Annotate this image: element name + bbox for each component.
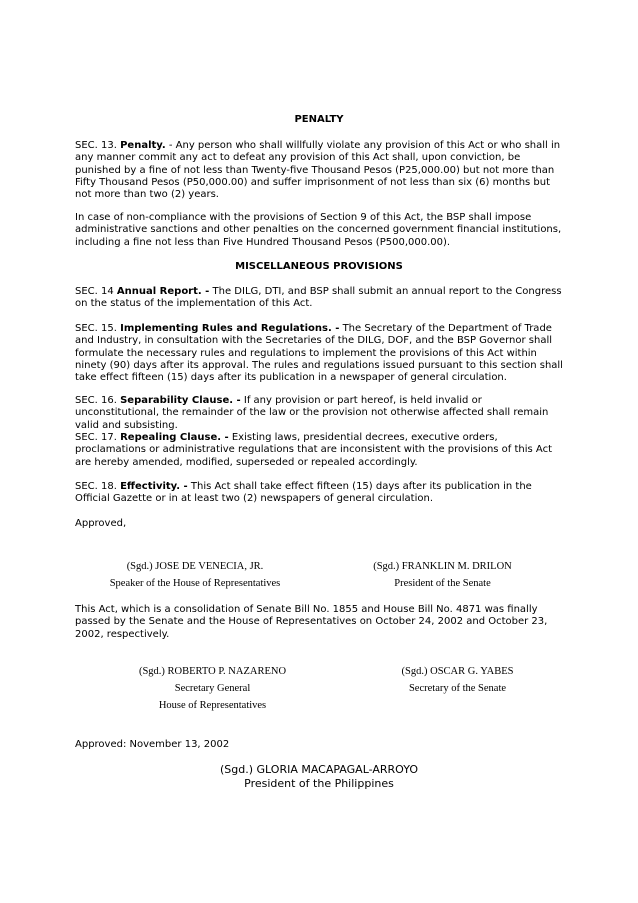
section-16-prefix: SEC. 16. (75, 395, 121, 406)
senate-president-name: (Sgd.) FRANKLIN M. DRILON (373, 561, 512, 572)
secretary-general-name: (Sgd.) ROBERTO P. NAZARENO (138, 666, 287, 677)
section-16-paragraph (75, 395, 567, 432)
speaker-title: Speaker of the House of Representatives (109, 578, 281, 589)
section-15-prefix: SEC. 15. (75, 323, 121, 334)
speaker-name: (Sgd.) JOSE DE VENECIA, JR. (126, 561, 264, 572)
signature-block-president (0, 763, 638, 791)
approved-date: Approved: November 13, 2002 (75, 739, 230, 750)
signature-block-senate-secretary (375, 663, 540, 697)
approved-label: Approved, (75, 518, 127, 529)
signature-block-secretary-general (110, 663, 315, 714)
senate-president-title: President of the Senate (394, 578, 491, 589)
section-18-body: This Act shall take effect fifteen (15) days after its publication in the Official Gazette or in at least two (2) newspapers of general circulation. (75, 481, 532, 505)
secretary-general-office: House of Representatives (158, 700, 267, 711)
section-14-paragraph (75, 286, 567, 311)
section-17-paragraph (75, 432, 567, 469)
section-18-paragraph (75, 481, 567, 506)
president-title: President of the Philippines (244, 777, 394, 790)
section-13-body: - Any person who shall willfully violate any provision of this Act or who shall in any manner commit any act to defeat any provision of this Act shall, upon conviction, be punished by a fine of not less than Twenty-five Thousand Pesos (P25,000.00) but not more than Fifty Thousand Pesos (P50,000.00) and suffer imprisonment of not less than six (6) months but not more than two (2) years. (75, 140, 561, 201)
section-13-title: Penalty. (120, 140, 166, 151)
section-13-prefix: SEC. 13. (75, 140, 121, 151)
section-14-body: The DILG, DTI, and BSP shall submit an annual report to the Congress on the status of the implementation of this Act. (75, 286, 562, 310)
section-17-body: Existing laws, presidential decrees, executive orders, proclamations or administrative regulations that are inconsistent with the provisions of this Act are hereby amended, modified, superseded or repealed accordingly. (75, 432, 553, 468)
section-18-title: Effectivity. - (120, 481, 188, 492)
section-17-prefix: SEC. 17. (75, 432, 121, 443)
section-13-paragraph (75, 140, 567, 201)
noncompliance-paragraph: In case of non-compliance with the provisions of Section 9 of this Act, the BSP shall impose administrative sanctions and other penalties on the concerned government financial institutions, including a fine not less than Five Hundred Thousand Pesos (P500,000.00). (75, 212, 562, 248)
consolidation-paragraph: This Act, which is a consolidation of Senate Bill No. 1855 and House Bill No. 4871 was finally passed by the Senate and the House of Representatives on October 24, 2002 and October 23, 2002, respectively. (75, 604, 548, 640)
senate-secretary-name: (Sgd.) OSCAR G. YABES (401, 666, 514, 677)
senate-secretary-title: Secretary of the Senate (408, 683, 507, 694)
section-15-paragraph (75, 323, 567, 384)
president-name: (Sgd.) GLORIA MACAPAGAL-ARROYO (220, 763, 418, 776)
section-16-title: Separability Clause. - (120, 395, 241, 406)
section-16-body: If any provision or part hereof, is held invalid or unconstitutional, the remainder of the law or the provision not otherwise affected shall remain valid and subsisting. (75, 395, 549, 431)
signature-block-speaker (95, 558, 295, 592)
section-18-prefix: SEC. 18. (75, 481, 121, 492)
section-17-title: Repealing Clause. - (120, 432, 229, 443)
section-15-body: The Secretary of the Department of Trade and Industry, in consultation with the Secretaries of the DILG, DOF, and the BSP Governor shall formulate the necessary rules and regulations to implement the provisions of this Act within ninety (90) days after its approval. The rules and regulations issued pursuant to this section shall take effect fifteen (15) days after its publication in a newspaper of general circulation. (75, 323, 563, 384)
section-14-prefix: SEC. 14 (75, 286, 117, 297)
penalty-heading: PENALTY (294, 114, 344, 125)
signature-block-senate-president (345, 558, 540, 592)
section-15-title: Implementing Rules and Regulations. - (120, 323, 340, 334)
miscellaneous-heading: MISCELLANEOUS PROVISIONS (235, 261, 403, 272)
secretary-general-title: Secretary General (174, 683, 251, 694)
section-14-title: Annual Report. - (116, 286, 210, 297)
